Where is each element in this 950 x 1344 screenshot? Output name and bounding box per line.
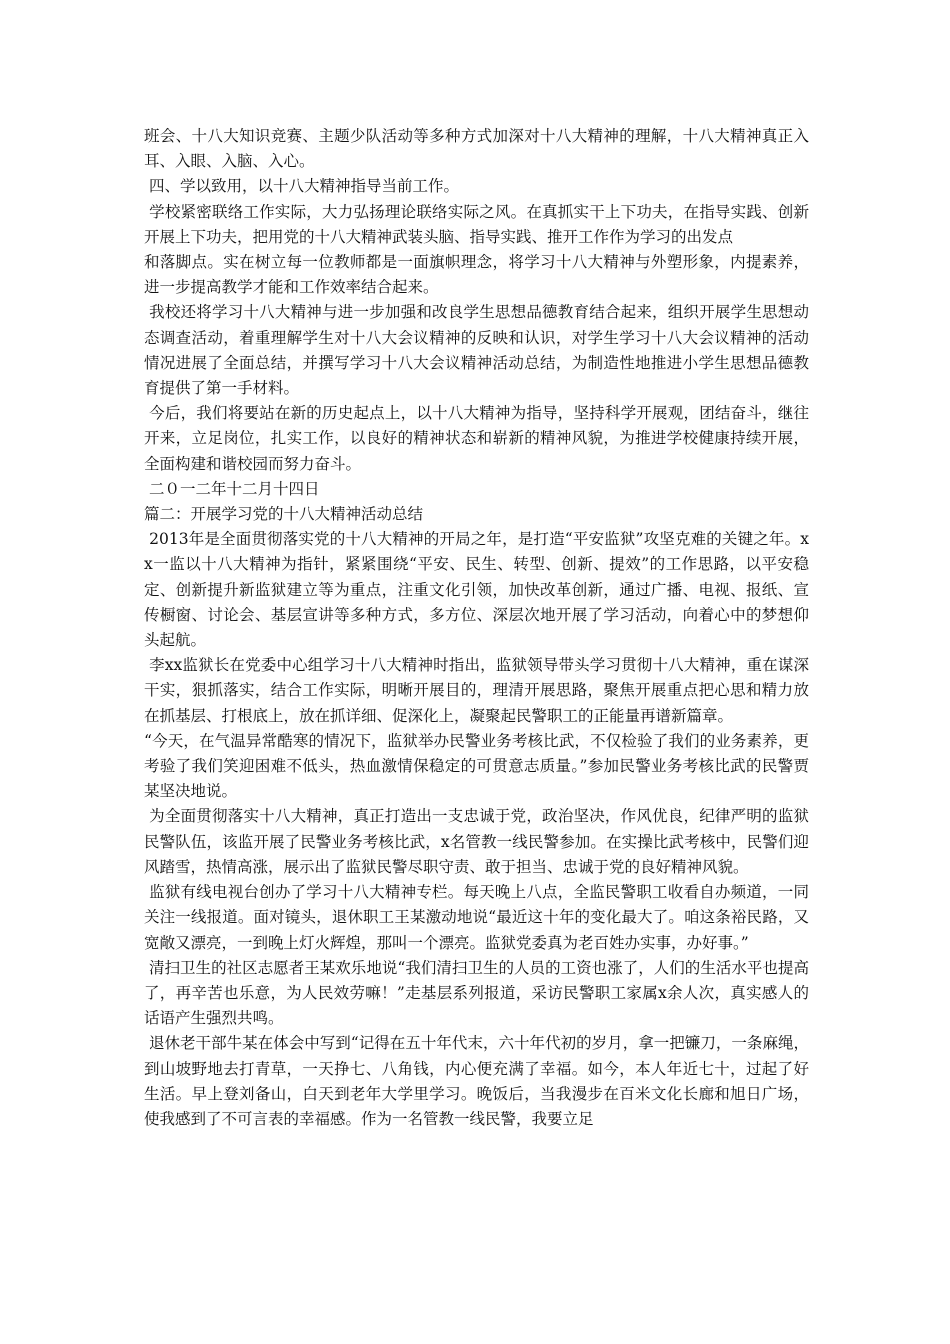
date-line: 二０一二年十二月十四日 <box>144 479 320 498</box>
paragraph: 今后，我们将要站在新的历史起点上，以十八大精神为指导，坚持科学开展观，团结奋斗，继往开来，立足岗位，扎实工作，以良好的精神状态和崭新的精神风貌，为推进学校健康持续开展，全面构建和谐校园而努力奋斗。 <box>144 404 809 473</box>
paragraph: 监狱有线电视台创办了学习十八大精神专栏。每天晚上八点，全监民警职工收看自办频道，一同关注一线报道。面对镜头，退休职工王某激动地说“最近这十年的变化最大了。咱这条裕民路，又宽敞又漂亮，一到晚上灯火辉煌，那叫一个漂亮。监狱党委真为老百姓办实事，办好事。” <box>144 883 809 952</box>
document-page <box>144 124 809 1132</box>
paragraph: 为全面贯彻落实十八大精神，真正打造出一支忠诚于党，政治坚决，作风优良，纪律严明的监狱民警队伍，该监开展了民警业务考核比武，x名管教一线民警参加。在实操比武考核中，民警们迎风踏雪，热情高涨，展示出了监狱民警尽职守责、敢于担当、忠诚于党的良好精神风貌。 <box>144 807 809 876</box>
paragraph: 学校紧密联络工作实际，大力弘扬理论联络实际之风。在真抓实干上下功夫，在指导实践、创新开展上下功夫，把用党的十八大精神武装头脑、指导实践、推开工作作为学习的出发点 <box>144 202 809 246</box>
paragraph: 退休老干部牛某在体会中写到“记得在五十年代末，六十年代初的岁月，拿一把镰刀，一条麻绳，到山坡野地去打青草，一天挣七、八角钱，内心便充满了幸福。如今，本人年近七十，过起了好生活。早上登刘备山，白天到老年大学里学习。晚饭后，当我漫步在百米文化长廊和旭日广场，使我感到了不可言表的幸福感。作为一名管教一线民警，我要立足 <box>144 1034 809 1128</box>
quote-paragraph: “今天，在气温异常酷寒的情况下，监狱举办民警业务考核比武，不仅检验了我们的业务素养，更考验了我们笑迎困难不低头，热血激情保稳定的可贯意志质量。”参加民警业务考核比武的民警贾某坚决地说。 <box>144 731 809 801</box>
paragraph: 2013年是全面贯彻落实党的十八大精神的开局之年，是打造“平安监狱”攻坚克难的关键之年。xx一监以十八大精神为指针，紧紧围绕“平安、民生、转型、创新、提效”的工作思路，以平安稳定、创新提升新监狱建立等为重点，注重文化引领，加快改革创新，通过广播、电视、报纸、宣传橱窗、讨论会、基层宣讲等多种方式，多方位、深层次地开展了学习活动，向着心中的梦想仰头起航。 <box>144 530 809 650</box>
section-heading: 四、学以致用，以十八大精神指导当前工作。 <box>144 177 459 196</box>
paragraph: 和落脚点。实在树立每一位教师都是一面旗帜理念，将学习十八大精神与外塑形象，内提素养，进一步提高教学才能和工作效率结合起来。 <box>144 253 809 297</box>
paragraph: 我校还将学习十八大精神与进一步加强和改良学生思想品德教育结合起来，组织开展学生思想动态调查活动，着重理解学生对十八大会议精神的反映和认识，对学生学习十八大会议精神的活动情况进展了全面总结，并撰写学习十八大会议精神活动总结，为制造性地推进小学生思想品德教育提供了第一手材料。 <box>144 303 809 398</box>
paragraph: 班会、十八大知识竞赛、主题少队活动等多种方式加深对十八大精神的理解，十八大精神真正入耳、入眼、入脑、入心。 <box>144 127 809 171</box>
paragraph: 清扫卫生的社区志愿者王某欢乐地说“我们清扫卫生的人员的工资也涨了，人们的生活水平也提高了，再辛苦也乐意，为人民效劳嘛！”走基层系列报道，采访民警职工家属x余人次，真实感人的话语产生强烈共鸣。 <box>144 958 809 1028</box>
article-title: 篇二：开展学习党的十八大精神活动总结 <box>144 505 424 524</box>
paragraph: 李xx监狱长在党委中心组学习十八大精神时指出，监狱领导带头学习贯彻十八大精神，重在谋深干实，狠抓落实，结合工作实际，明晰开展目的，理清开展思路，聚焦开展重点把心思和精力放在抓基层、打根底上，放在抓详细、促深化上，凝聚起民警职工的正能量再谱新篇章。 <box>144 656 809 725</box>
